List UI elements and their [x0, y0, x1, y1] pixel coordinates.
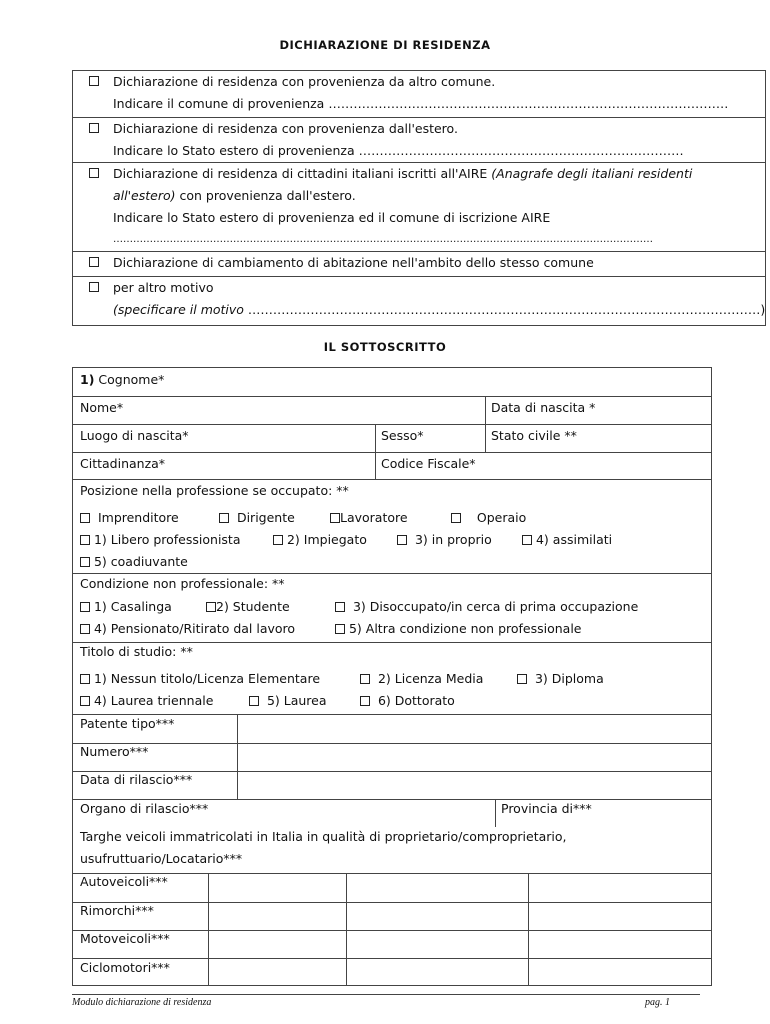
option-imprenditore[interactable] [80, 507, 179, 529]
option-label: 2) Impiegato [286, 532, 367, 547]
option-altro-motivo-dots: ……………………………………………………………………………………………………………) [243, 302, 766, 317]
option-impiegato[interactable] [273, 529, 367, 551]
option-label: 4) assimilati [535, 532, 613, 547]
option-estero-text: Dichiarazione di residenza con provenienza dall'estero. [113, 121, 458, 136]
option-aire-indicazione: Indicare lo Stato estero di provenienza ed il comune di iscrizione AIRE [113, 210, 551, 225]
autoveicoli-label: Autoveicoli*** [80, 874, 168, 889]
option-label: 6) Dottorato [377, 693, 455, 708]
sesso-label: Sesso* [381, 428, 424, 443]
motoveicoli-label: Motoveicoli*** [80, 931, 170, 946]
checkbox-aire[interactable] [89, 168, 99, 178]
option-label: 5) Laurea [266, 693, 327, 708]
cittadinanza-label: Cittadinanza* [80, 456, 166, 471]
option-in-proprio[interactable] [397, 529, 492, 551]
page-title: DICHIARAZIONE DI RESIDENZA [279, 38, 491, 52]
option-label: 3) Disoccupato/in cerca di prima occupazione [352, 599, 639, 614]
option-diploma[interactable] [517, 668, 604, 690]
option-cambio-abitazione-text: Dichiarazione di cambiamento di abitazione nell'ambito dello stesso comune [113, 255, 594, 270]
patente-tipo-label: Patente tipo*** [80, 716, 175, 731]
checkbox[interactable] [360, 674, 370, 684]
option-altro-motivo-italic: (specificare il motivo [113, 302, 244, 317]
option-estero-indicazione: Indicare lo Stato estero di provenienza …………………………………………………………………… [113, 143, 684, 158]
organo-rilascio-label: Organo di rilascio*** [80, 801, 209, 816]
checkbox-altro-motivo[interactable] [89, 282, 99, 292]
option-label: Dirigente [236, 510, 295, 525]
checkbox-estero[interactable] [89, 123, 99, 133]
option-label: Imprenditore [97, 510, 179, 525]
option-assimilati[interactable] [522, 529, 612, 551]
option-aire-text: Dichiarazione di residenza di cittadini italiani iscritti all'AIRE [113, 166, 492, 181]
option-dottorato[interactable] [360, 690, 455, 712]
option-label: Operaio [476, 510, 527, 525]
provincia-label: Provincia di*** [501, 801, 592, 816]
option-aire-text-2: con provenienza dall'estero. [175, 188, 356, 203]
option-licenza-media[interactable] [360, 668, 483, 690]
data-rilascio-label: Data di rilascio*** [80, 772, 193, 787]
luogo-nascita-label: Luogo di nascita* [80, 428, 189, 443]
section-number: 1) [80, 372, 95, 387]
checkbox-cambio-abitazione[interactable] [89, 257, 99, 267]
checkbox[interactable] [451, 513, 461, 523]
section-title: IL SOTTOSCRITTO [323, 340, 447, 354]
page-footer [72, 994, 700, 1008]
option-aire-dots: ……………………………………………………………………………………………………………………………………………… [113, 234, 653, 245]
option-pensionato[interactable] [80, 618, 295, 640]
option-libero-professionista[interactable] [80, 529, 241, 551]
numero-label: Numero*** [80, 744, 149, 759]
checkbox[interactable] [80, 674, 90, 684]
ciclomotori-label: Ciclomotori*** [80, 960, 170, 975]
footer-module-name: Modulo dichiarazione di residenza [72, 997, 212, 1008]
condizione-label: Condizione non professionale: ** [80, 576, 285, 591]
checkbox[interactable] [330, 513, 340, 523]
option-nessun-titolo[interactable] [80, 668, 320, 690]
checkbox[interactable] [80, 557, 90, 567]
checkbox-altro-comune[interactable] [89, 76, 99, 86]
checkbox[interactable] [397, 535, 407, 545]
option-label: 1) Casalinga [93, 599, 172, 614]
checkbox[interactable] [517, 674, 527, 684]
checkbox[interactable] [80, 696, 90, 706]
cognome-label: Cognome* [98, 372, 165, 387]
option-label: 4) Laurea triennale [93, 693, 214, 708]
codice-fiscale-label: Codice Fiscale* [381, 456, 476, 471]
option-label: 4) Pensionato/Ritirato dal lavoro [93, 621, 296, 636]
option-label: 5) Altra condizione non professionale [348, 621, 582, 636]
option-altro-comune-text: Dichiarazione di residenza con provenienza da altro comune. [113, 74, 496, 89]
checkbox[interactable] [522, 535, 532, 545]
nome-label: Nome* [80, 400, 124, 415]
option-label: 3) in proprio [414, 532, 492, 547]
checkbox[interactable] [335, 602, 345, 612]
checkbox[interactable] [80, 513, 90, 523]
option-casalinga[interactable] [80, 596, 172, 618]
checkbox[interactable] [360, 696, 370, 706]
titolo-label: Titolo di studio: ** [80, 644, 193, 659]
option-laurea[interactable] [249, 690, 327, 712]
provenance-options-table [72, 70, 766, 326]
checkbox[interactable] [80, 535, 90, 545]
option-label: 3) Diploma [534, 671, 604, 686]
option-coadiuvante[interactable] [80, 551, 188, 573]
option-laurea-triennale[interactable] [80, 690, 213, 712]
option-aire-italic: (Anagrafe degli italiani residenti [491, 166, 693, 181]
checkbox[interactable] [273, 535, 283, 545]
checkbox[interactable] [335, 624, 345, 634]
posizione-label: Posizione nella professione se occupato: ** [80, 483, 349, 498]
checkbox[interactable] [249, 696, 259, 706]
checkbox[interactable] [219, 513, 229, 523]
checkbox[interactable] [80, 624, 90, 634]
option-label: 2) Studente [216, 599, 290, 614]
option-aire-italic-2: all'estero) [113, 188, 176, 203]
stato-civile-label: Stato civile ** [491, 428, 577, 443]
option-lavoratore[interactable] [330, 507, 408, 529]
data-nascita-label: Data di nascita * [491, 400, 596, 415]
option-label: Lavoratore [340, 510, 408, 525]
option-label: 1) Nessun titolo/Licenza Elementare [93, 671, 321, 686]
option-operaio[interactable] [451, 507, 526, 529]
option-altro-comune-indicazione: Indicare il comune di provenienza …………………………………………………………………………………… [113, 96, 729, 111]
targhe-label-2: usufruttuario/Locatario*** [80, 851, 243, 866]
checkbox[interactable] [206, 602, 216, 612]
option-altro-motivo-text: per altro motivo [113, 280, 214, 295]
option-label: 2) Licenza Media [377, 671, 484, 686]
option-disoccupato[interactable] [335, 596, 638, 618]
checkbox[interactable] [80, 602, 90, 612]
option-dirigente[interactable] [219, 507, 295, 529]
footer-page-number: pag. 1 [645, 997, 670, 1008]
targhe-label: Targhe veicoli immatricolati in Italia in qualità di proprietario/comproprietario, [80, 829, 567, 844]
option-label: 1) Libero professionista [93, 532, 241, 547]
option-altra-condizione[interactable] [335, 618, 582, 640]
sottoscritto-form [72, 367, 712, 987]
option-label: 5) coadiuvante [93, 554, 188, 569]
rimorchi-label: Rimorchi*** [80, 903, 154, 918]
option-studente[interactable] [206, 596, 290, 618]
